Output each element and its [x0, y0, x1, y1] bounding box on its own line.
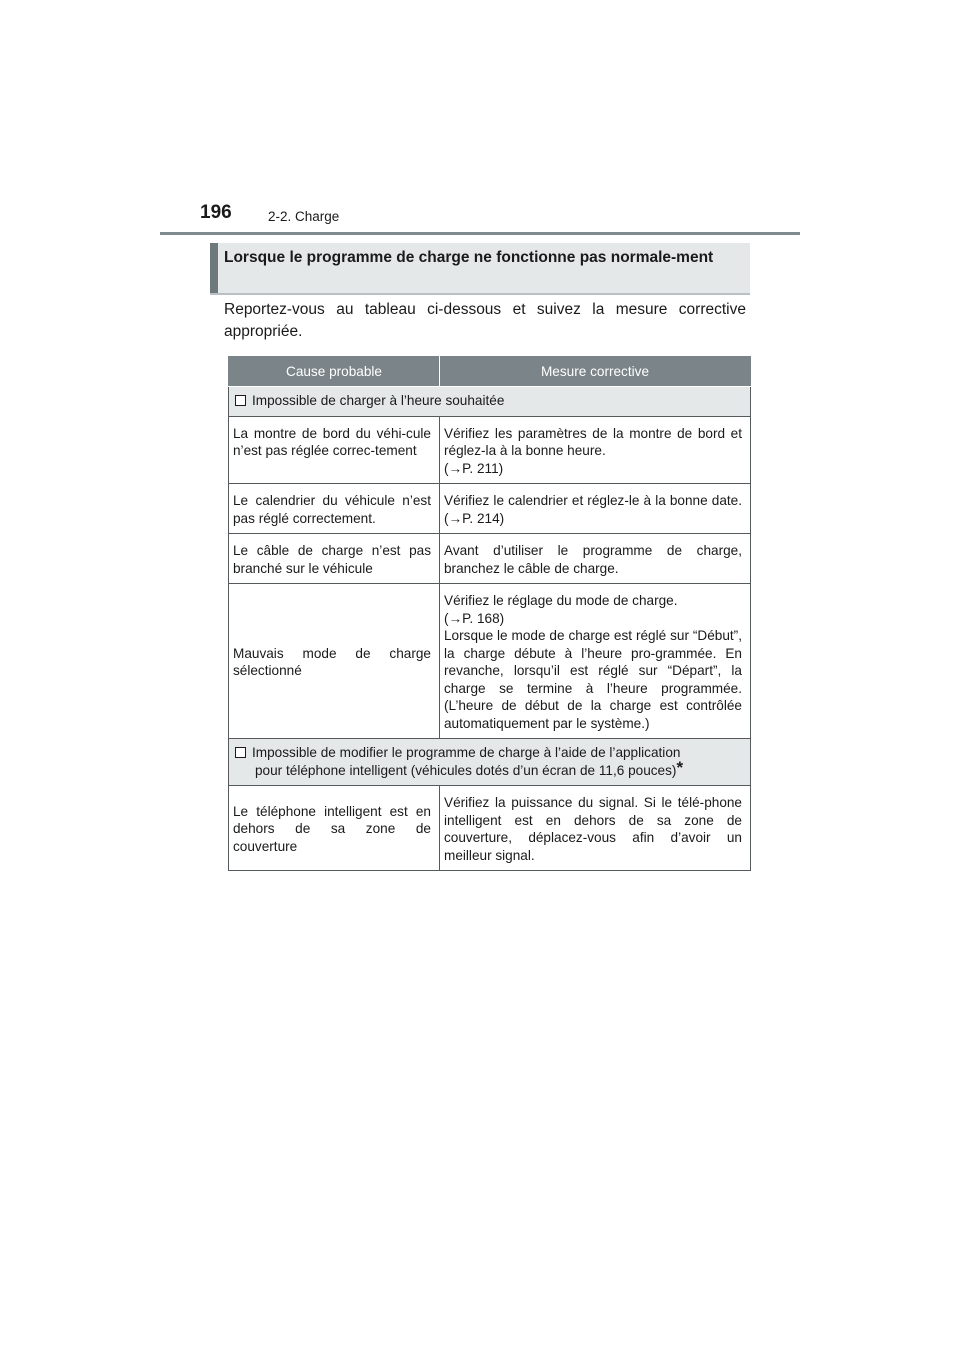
page-reference: (→P. 211) [444, 460, 504, 476]
table-header-row [229, 357, 751, 387]
checkbox-icon [235, 747, 246, 758]
section-title-box [210, 243, 750, 295]
page-number: 196 [200, 202, 232, 223]
title-accent-bar [210, 243, 218, 293]
group-cell [229, 387, 751, 417]
table-row [229, 786, 751, 871]
header-cause: Cause probable [229, 357, 440, 387]
table-row [229, 584, 751, 739]
remedy-text: Lorsque le mode de charge est réglé sur “Début”, la charge débute à l’heure pro-grammée. En revanche, lorsqu’il est réglé sur “Départ”, la charge se termine à l’heure programmée. (L’heure de début de la charge est contrôlée automatiquement par le système.) [444, 628, 742, 731]
remedy-cell: Avant d’utiliser le programme de charge, branchez le câble de charge. [440, 534, 751, 584]
header-remedy: Mesure corrective [440, 357, 751, 387]
header-rule [160, 232, 800, 235]
intro-paragraph: Reportez-vous au tableau ci-dessous et suivez la mesure corrective appropriée. [224, 301, 746, 340]
remedy-text: Vérifiez le réglage du mode de charge. [444, 593, 678, 608]
section-label: 2-2. Charge [268, 209, 340, 224]
remedy-cell: Vérifiez le calendrier et réglez-le à la bonne date. (→P. 214) [440, 484, 751, 534]
group-label-continued: pour téléphone intelligent (véhicules dotés d’un écran de 11,6 pouces) [255, 762, 677, 778]
footnote-asterisk: * [676, 757, 684, 777]
page-reference: (→P. 168) [444, 610, 505, 626]
group-row [229, 739, 751, 786]
remedy-cell [440, 584, 751, 739]
group-row [229, 387, 751, 417]
table-row [229, 484, 751, 534]
remedy-cell [440, 416, 751, 484]
checkbox-icon [235, 395, 246, 406]
group-label: Impossible de charger à l’heure souhaitée [252, 393, 505, 408]
cause-cell: La montre de bord du véhi-cule n’est pas réglée correc-tement [229, 416, 440, 484]
cause-cell: Le téléphone intelligent est en dehors de sa zone de couverture [229, 786, 440, 871]
troubleshooting-table [228, 356, 751, 871]
group-label: Impossible de modifier le programme de charge à l’aide de l’application [252, 745, 681, 760]
cause-cell: Le câble de charge n’est pas branché sur le véhicule [229, 534, 440, 584]
remedy-text: Vérifiez les paramètres de la montre de bord et réglez-la à la bonne heure. [444, 425, 742, 458]
table-row [229, 416, 751, 484]
group-cell [229, 739, 751, 786]
remedy-cell: Vérifiez la puissance du signal. Si le télé-phone intelligent est en dehors de sa zone de couverture, déplacez-vous afin d’avoir un meilleur signal. [440, 786, 751, 871]
section-title: Lorsque le programme de charge ne fonctionne pas normale-ment [224, 249, 714, 266]
table-row [229, 534, 751, 584]
cause-cell: Mauvais mode de charge sélectionné [229, 584, 440, 739]
cause-cell: Le calendrier du véhicule n’est pas réglé correctement. [229, 484, 440, 534]
